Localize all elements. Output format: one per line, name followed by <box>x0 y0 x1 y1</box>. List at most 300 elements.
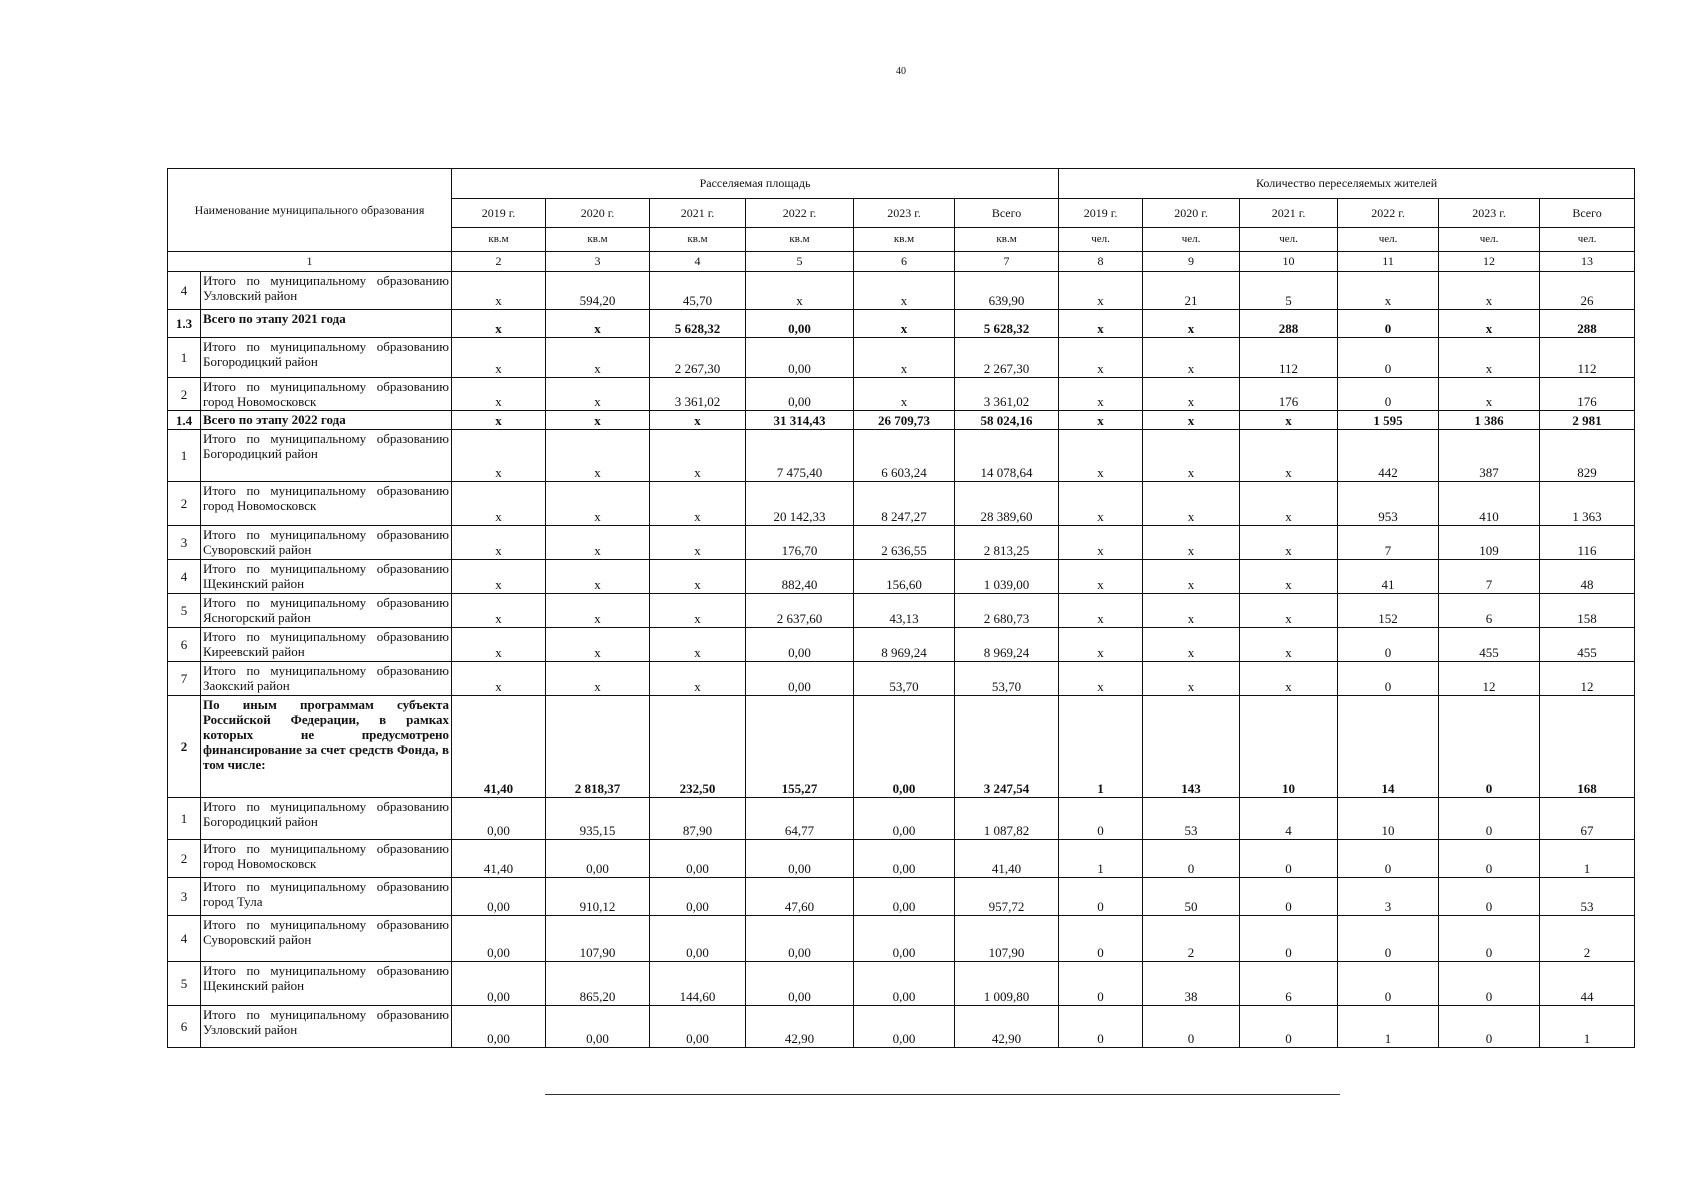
people-year-header: 2020 г. <box>1143 199 1240 228</box>
people-value: 0 <box>1338 338 1439 378</box>
area-value: x <box>452 662 546 696</box>
row-number: 7 <box>168 662 201 696</box>
row-number: 2 <box>168 840 201 878</box>
people-value: 53 <box>1540 878 1635 916</box>
area-year-header: 2019 г. <box>452 199 546 228</box>
people-value: x <box>1059 310 1143 338</box>
people-value: 0 <box>1338 662 1439 696</box>
area-total-header: Всего <box>955 199 1059 228</box>
area-unit: кв.м <box>854 228 955 252</box>
municipality-name: Итого по муниципальному образованию Суворовский район <box>201 526 452 560</box>
table-row <box>168 411 1635 430</box>
people-value: x <box>1059 482 1143 526</box>
table-row <box>168 272 1635 310</box>
people-value: 53 <box>1143 798 1240 840</box>
area-value: x <box>854 378 955 411</box>
people-value: 1 363 <box>1540 482 1635 526</box>
people-value: x <box>1143 378 1240 411</box>
area-value: 8 247,27 <box>854 482 955 526</box>
people-value: 455 <box>1540 628 1635 662</box>
table-row <box>168 378 1635 411</box>
area-value: 0,00 <box>746 662 854 696</box>
people-value: x <box>1240 411 1338 430</box>
area-value: 0,00 <box>854 696 955 798</box>
area-value: x <box>546 310 650 338</box>
people-value: x <box>1240 430 1338 482</box>
people-value: 116 <box>1540 526 1635 560</box>
table-row <box>168 662 1635 696</box>
municipality-name: Итого по муниципальному образованию Узловский район <box>201 272 452 310</box>
people-value: 0 <box>1338 378 1439 411</box>
area-year-header: 2020 г. <box>546 199 650 228</box>
area-value: 0,00 <box>746 378 854 411</box>
area-value: 5 628,32 <box>650 310 746 338</box>
area-value: 1 009,80 <box>955 962 1059 1006</box>
row-number: 5 <box>168 594 201 628</box>
row-number: 2 <box>168 482 201 526</box>
area-group-header: Расселяемая площадь <box>452 169 1059 199</box>
column-index: 7 <box>955 252 1059 272</box>
area-value: x <box>452 272 546 310</box>
people-value: 0 <box>1059 878 1143 916</box>
people-value: 0 <box>1059 962 1143 1006</box>
people-year-header: 2022 г. <box>1338 199 1439 228</box>
people-value: 0 <box>1439 916 1540 962</box>
people-unit: чел. <box>1059 228 1143 252</box>
people-value: 6 <box>1439 594 1540 628</box>
area-value: 155,27 <box>746 696 854 798</box>
area-value: 0,00 <box>854 798 955 840</box>
people-value: 50 <box>1143 878 1240 916</box>
area-value: 53,70 <box>854 662 955 696</box>
table-row <box>168 526 1635 560</box>
people-year-header: 2019 г. <box>1059 199 1143 228</box>
row-number: 1 <box>168 338 201 378</box>
area-value: 64,77 <box>746 798 854 840</box>
people-value: 112 <box>1540 338 1635 378</box>
people-value: 2 981 <box>1540 411 1635 430</box>
area-value: x <box>854 338 955 378</box>
area-value: 3 361,02 <box>650 378 746 411</box>
area-value: x <box>650 482 746 526</box>
people-value: 0 <box>1439 1006 1540 1048</box>
relocation-table-container <box>167 168 1634 1048</box>
municipality-name: Итого по муниципальному образованию Богородицкий район <box>201 430 452 482</box>
people-value: x <box>1143 628 1240 662</box>
people-value: 1 <box>1338 1006 1439 1048</box>
area-value: 0,00 <box>452 962 546 1006</box>
people-value: x <box>1240 526 1338 560</box>
people-value: x <box>1059 272 1143 310</box>
people-value: 0 <box>1338 916 1439 962</box>
area-value: 28 389,60 <box>955 482 1059 526</box>
people-value: 143 <box>1143 696 1240 798</box>
people-value: 455 <box>1439 628 1540 662</box>
municipality-name: Итого по муниципальному образованию Щекинский район <box>201 560 452 594</box>
people-value: 0 <box>1059 916 1143 962</box>
column-index: 5 <box>746 252 854 272</box>
area-unit: кв.м <box>650 228 746 252</box>
people-group-header: Количество переселяемых жителей <box>1059 169 1635 199</box>
row-number: 5 <box>168 962 201 1006</box>
people-value: 2 <box>1540 916 1635 962</box>
area-value: x <box>452 430 546 482</box>
area-value: 0,00 <box>854 962 955 1006</box>
table-row <box>168 482 1635 526</box>
municipality-name: По иным программам субъекта Российской Федерации, в рамках которых не предусмотрено финансирование за счет средств Фонда, в том числе: <box>201 696 452 798</box>
people-value: 1 <box>1540 1006 1635 1048</box>
area-value: x <box>650 430 746 482</box>
area-value: 0,00 <box>452 878 546 916</box>
people-value: x <box>1143 338 1240 378</box>
relocation-table <box>167 168 1635 1048</box>
municipality-name: Итого по муниципальному образованию Ясногорский район <box>201 594 452 628</box>
municipality-name: Итого по муниципальному образованию город Тула <box>201 878 452 916</box>
people-value: x <box>1439 338 1540 378</box>
people-value: 5 <box>1240 272 1338 310</box>
area-year-header: 2023 г. <box>854 199 955 228</box>
people-year-header: 2021 г. <box>1240 199 1338 228</box>
area-value: 910,12 <box>546 878 650 916</box>
people-value: 3 <box>1338 878 1439 916</box>
area-value: 42,90 <box>955 1006 1059 1048</box>
area-value: 58 024,16 <box>955 411 1059 430</box>
area-value: x <box>650 662 746 696</box>
people-unit: чел. <box>1439 228 1540 252</box>
area-value: 8 969,24 <box>854 628 955 662</box>
people-value: 953 <box>1338 482 1439 526</box>
people-value: 6 <box>1240 962 1338 1006</box>
people-value: 12 <box>1439 662 1540 696</box>
table-row <box>168 594 1635 628</box>
area-value: 3 247,54 <box>955 696 1059 798</box>
area-value: 0,00 <box>452 916 546 962</box>
row-number: 3 <box>168 878 201 916</box>
area-value: 232,50 <box>650 696 746 798</box>
row-number: 2 <box>168 696 201 798</box>
area-value: 2 267,30 <box>650 338 746 378</box>
people-value: 387 <box>1439 430 1540 482</box>
people-value: 1 <box>1059 696 1143 798</box>
row-number: 1 <box>168 798 201 840</box>
area-value: 594,20 <box>546 272 650 310</box>
column-index: 10 <box>1240 252 1338 272</box>
people-value: 176 <box>1540 378 1635 411</box>
people-value: 168 <box>1540 696 1635 798</box>
area-value: 7 475,40 <box>746 430 854 482</box>
municipality-name: Итого по муниципальному образованию Узловский район <box>201 1006 452 1048</box>
people-value: 0 <box>1240 916 1338 962</box>
row-number: 4 <box>168 272 201 310</box>
area-value: 0,00 <box>746 916 854 962</box>
area-value: 2 680,73 <box>955 594 1059 628</box>
table-row <box>168 430 1635 482</box>
table-row <box>168 338 1635 378</box>
people-value: x <box>1143 526 1240 560</box>
people-value: 1 <box>1059 840 1143 878</box>
area-unit: кв.м <box>746 228 854 252</box>
area-value: x <box>546 378 650 411</box>
municipality-name: Итого по муниципальному образованию Киреевский район <box>201 628 452 662</box>
area-value: x <box>546 411 650 430</box>
people-year-header: 2023 г. <box>1439 199 1540 228</box>
table-row <box>168 560 1635 594</box>
area-unit: кв.м <box>452 228 546 252</box>
row-number: 1 <box>168 430 201 482</box>
people-value: x <box>1439 378 1540 411</box>
table-row <box>168 798 1635 840</box>
area-value: x <box>452 594 546 628</box>
people-value: 0 <box>1439 798 1540 840</box>
row-number: 4 <box>168 560 201 594</box>
area-value: 47,60 <box>746 878 854 916</box>
table-row <box>168 840 1635 878</box>
people-value: x <box>1059 338 1143 378</box>
area-value: 31 314,43 <box>746 411 854 430</box>
people-value: 0 <box>1338 310 1439 338</box>
people-value: 112 <box>1240 338 1338 378</box>
row-number: 4 <box>168 916 201 962</box>
area-value: x <box>452 338 546 378</box>
row-number: 1.3 <box>168 310 201 338</box>
area-value: x <box>546 338 650 378</box>
area-value: 41,40 <box>955 840 1059 878</box>
area-value: 882,40 <box>746 560 854 594</box>
area-value: 2 267,30 <box>955 338 1059 378</box>
people-value: 21 <box>1143 272 1240 310</box>
people-value: 176 <box>1240 378 1338 411</box>
area-value: 935,15 <box>546 798 650 840</box>
people-unit: чел. <box>1240 228 1338 252</box>
municipality-name: Итого по муниципальному образованию Суворовский район <box>201 916 452 962</box>
area-value: 41,40 <box>452 840 546 878</box>
people-value: 1 386 <box>1439 411 1540 430</box>
people-total-header: Всего <box>1540 199 1635 228</box>
people-value: 0 <box>1240 840 1338 878</box>
area-value: 176,70 <box>746 526 854 560</box>
people-value: 44 <box>1540 962 1635 1006</box>
area-value: x <box>650 526 746 560</box>
people-value: x <box>1143 482 1240 526</box>
people-value: 12 <box>1540 662 1635 696</box>
area-value: x <box>650 411 746 430</box>
people-value: x <box>1059 526 1143 560</box>
table-row <box>168 916 1635 962</box>
people-value: 0 <box>1143 840 1240 878</box>
municipality-name: Итого по муниципальному образованию Щекинский район <box>201 962 452 1006</box>
row-number: 2 <box>168 378 201 411</box>
table-row <box>168 696 1635 798</box>
area-value: 45,70 <box>650 272 746 310</box>
column-index: 8 <box>1059 252 1143 272</box>
people-value: 7 <box>1338 526 1439 560</box>
people-unit: чел. <box>1338 228 1439 252</box>
area-value: x <box>452 526 546 560</box>
people-value: x <box>1143 310 1240 338</box>
area-value: 2 637,60 <box>746 594 854 628</box>
people-value: x <box>1059 378 1143 411</box>
area-value: x <box>546 482 650 526</box>
people-value: 14 <box>1338 696 1439 798</box>
area-value: 0,00 <box>546 1006 650 1048</box>
municipality-name: Итого по муниципальному образованию город Новомосковск <box>201 482 452 526</box>
people-value: 288 <box>1240 310 1338 338</box>
area-value: 42,90 <box>746 1006 854 1048</box>
area-value: 2 636,55 <box>854 526 955 560</box>
name-column-header: Наименование муниципального образования <box>168 169 452 252</box>
area-value: x <box>546 526 650 560</box>
people-value: 0 <box>1439 840 1540 878</box>
people-value: 41 <box>1338 560 1439 594</box>
area-value: 1 087,82 <box>955 798 1059 840</box>
area-value: x <box>452 310 546 338</box>
people-value: 0 <box>1439 696 1540 798</box>
column-index: 3 <box>546 252 650 272</box>
people-value: x <box>1143 594 1240 628</box>
area-value: 0,00 <box>746 962 854 1006</box>
people-value: 7 <box>1439 560 1540 594</box>
people-value: 0 <box>1240 878 1338 916</box>
people-unit: чел. <box>1540 228 1635 252</box>
area-value: 41,40 <box>452 696 546 798</box>
people-value: 0 <box>1059 1006 1143 1048</box>
column-index: 13 <box>1540 252 1635 272</box>
area-value: 957,72 <box>955 878 1059 916</box>
column-index: 11 <box>1338 252 1439 272</box>
people-unit: чел. <box>1143 228 1240 252</box>
municipality-name: Итого по муниципальному образованию город Новомосковск <box>201 378 452 411</box>
area-value: x <box>854 310 955 338</box>
table-row <box>168 1006 1635 1048</box>
people-value: x <box>1439 310 1540 338</box>
area-value: 107,90 <box>955 916 1059 962</box>
people-value: x <box>1143 411 1240 430</box>
table-row <box>168 310 1635 338</box>
area-value: 14 078,64 <box>955 430 1059 482</box>
column-index: 9 <box>1143 252 1240 272</box>
column-index: 6 <box>854 252 955 272</box>
column-index: 2 <box>452 252 546 272</box>
people-value: x <box>1059 628 1143 662</box>
people-value: x <box>1059 662 1143 696</box>
area-value: 0,00 <box>746 310 854 338</box>
area-value: x <box>546 430 650 482</box>
area-year-header: 2021 г. <box>650 199 746 228</box>
people-value: x <box>1059 594 1143 628</box>
area-value: x <box>854 272 955 310</box>
area-value: 0,00 <box>650 840 746 878</box>
table-row <box>168 962 1635 1006</box>
area-value: 2 818,37 <box>546 696 650 798</box>
column-index: 12 <box>1439 252 1540 272</box>
area-value: 2 813,25 <box>955 526 1059 560</box>
area-value: x <box>746 272 854 310</box>
area-value: 0,00 <box>746 628 854 662</box>
area-value: x <box>452 411 546 430</box>
area-unit: кв.м <box>546 228 650 252</box>
people-value: 38 <box>1143 962 1240 1006</box>
area-value: 0,00 <box>650 1006 746 1048</box>
row-number: 6 <box>168 1006 201 1048</box>
area-value: x <box>452 378 546 411</box>
area-value: x <box>452 560 546 594</box>
area-value: 144,60 <box>650 962 746 1006</box>
page-number: 40 <box>896 66 906 77</box>
area-value: x <box>650 560 746 594</box>
area-value: 0,00 <box>650 878 746 916</box>
area-value: x <box>452 628 546 662</box>
people-value: 1 595 <box>1338 411 1439 430</box>
area-value: 107,90 <box>546 916 650 962</box>
area-value: 20 142,33 <box>746 482 854 526</box>
area-value: x <box>546 628 650 662</box>
area-value: 43,13 <box>854 594 955 628</box>
area-value: 0,00 <box>746 840 854 878</box>
area-value: 5 628,32 <box>955 310 1059 338</box>
area-value: 156,60 <box>854 560 955 594</box>
row-number: 6 <box>168 628 201 662</box>
people-value: 0 <box>1338 628 1439 662</box>
people-value: 158 <box>1540 594 1635 628</box>
area-value: 639,90 <box>955 272 1059 310</box>
people-value: 0 <box>1143 1006 1240 1048</box>
people-value: 288 <box>1540 310 1635 338</box>
people-value: x <box>1240 560 1338 594</box>
column-index: 1 <box>168 252 452 272</box>
area-value: 0,00 <box>746 338 854 378</box>
area-value: 0,00 <box>452 798 546 840</box>
area-value: 0,00 <box>650 916 746 962</box>
municipality-name: Итого по муниципальному образованию Богородицкий район <box>201 798 452 840</box>
people-value: 410 <box>1439 482 1540 526</box>
area-value: 87,90 <box>650 798 746 840</box>
area-value: 0,00 <box>854 840 955 878</box>
people-value: 26 <box>1540 272 1635 310</box>
area-value: 0,00 <box>546 840 650 878</box>
people-value: 109 <box>1439 526 1540 560</box>
row-number: 1.4 <box>168 411 201 430</box>
area-value: 6 603,24 <box>854 430 955 482</box>
area-value: x <box>546 560 650 594</box>
people-value: x <box>1143 560 1240 594</box>
people-value: 0 <box>1439 962 1540 1006</box>
people-value: x <box>1059 560 1143 594</box>
people-value: 10 <box>1240 696 1338 798</box>
area-value: 0,00 <box>854 916 955 962</box>
people-value: x <box>1059 411 1143 430</box>
people-value: x <box>1338 272 1439 310</box>
people-value: 0 <box>1338 840 1439 878</box>
area-value: 26 709,73 <box>854 411 955 430</box>
people-value: 4 <box>1240 798 1338 840</box>
people-value: x <box>1240 482 1338 526</box>
people-value: 442 <box>1338 430 1439 482</box>
area-value: x <box>546 594 650 628</box>
people-value: 0 <box>1240 1006 1338 1048</box>
people-value: x <box>1059 430 1143 482</box>
area-unit: кв.м <box>955 228 1059 252</box>
municipality-name: Всего по этапу 2021 года <box>201 310 452 338</box>
people-value: 2 <box>1143 916 1240 962</box>
people-value: x <box>1143 662 1240 696</box>
table-row <box>168 878 1635 916</box>
area-value: 3 361,02 <box>955 378 1059 411</box>
people-value: 67 <box>1540 798 1635 840</box>
area-year-header: 2022 г. <box>746 199 854 228</box>
people-value: 0 <box>1439 878 1540 916</box>
people-value: 1 <box>1540 840 1635 878</box>
municipality-name: Итого по муниципальному образованию город Новомосковск <box>201 840 452 878</box>
